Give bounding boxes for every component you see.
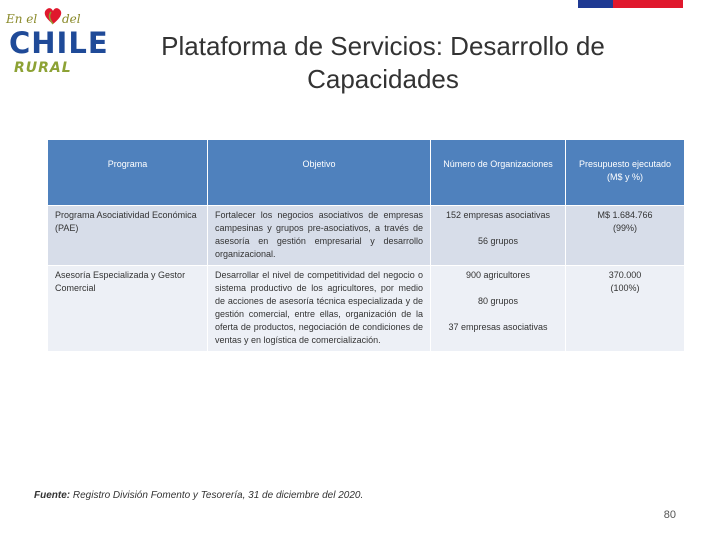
cell-organizaciones [431, 265, 566, 351]
page-title: Plataforma de Servicios: Desarrollo de Capacidades [161, 31, 605, 94]
header-programa: Programa [48, 140, 208, 205]
org-item: 152 empresas asociativas [445, 210, 551, 220]
cell-objetivo: Desarrollar el nivel de competitividad del negocio o sistema productivo de los agricultores, por medio de acciones de asesoría técnica especializada y de gestión comercial, entre ellas, organización de la oferta de productos, negociación de condiciones de ventas y en logística de comercialización. [208, 265, 431, 351]
org-item: 900 agricultores [465, 270, 531, 280]
cell-organizaciones [431, 205, 566, 265]
heart-icon [42, 6, 64, 26]
logo-text-en: En el [6, 12, 38, 26]
source-text: Registro División Fomento y Tesorería, 31 de diciembre del 2020. [70, 490, 364, 501]
cell-programa: Asesoría Especializada y Gestor Comercial [48, 265, 208, 351]
programs-table [48, 140, 684, 351]
budget-amount: 370.000 [608, 270, 642, 280]
budget-percent: (100%) [610, 283, 640, 293]
org-item: 80 grupos [477, 296, 519, 306]
budget-amount: M$ 1.684.766 [597, 210, 653, 220]
cell-presupuesto [566, 265, 684, 351]
flag-stripe-red [613, 0, 683, 8]
table-row [48, 265, 684, 351]
source-note [34, 490, 363, 501]
chile-rural-logo [6, 4, 109, 84]
cell-objetivo: Fortalecer los negocios asociativos de empresas campesinas y grupos pre-asociativos, a través de asesoría en gestión empresarial y desarrollo organizacional. [208, 205, 431, 265]
page-number: 80 [663, 509, 676, 521]
logo-text-rural: RURAL [14, 60, 72, 76]
logo-text-del: del [62, 12, 81, 26]
org-item: 56 grupos [477, 236, 519, 246]
budget-percent: (99%) [612, 223, 637, 233]
org-item: 37 empresas asociativas [448, 322, 548, 332]
header-presupuesto: Presupuesto ejecutado (M$ y %) [566, 140, 684, 205]
header-organizaciones: Número de Organizaciones [431, 140, 566, 205]
cell-presupuesto [566, 205, 684, 265]
cell-programa: Programa Asociatividad Económica (PAE) [48, 205, 208, 265]
table-row [48, 205, 684, 265]
flag-stripe-blue [578, 0, 613, 8]
source-label: Fuente: [34, 490, 71, 501]
header-objetivo: Objetivo [208, 140, 431, 205]
table-header-row [48, 140, 684, 205]
logo-text-chile: CHILE [9, 26, 109, 60]
